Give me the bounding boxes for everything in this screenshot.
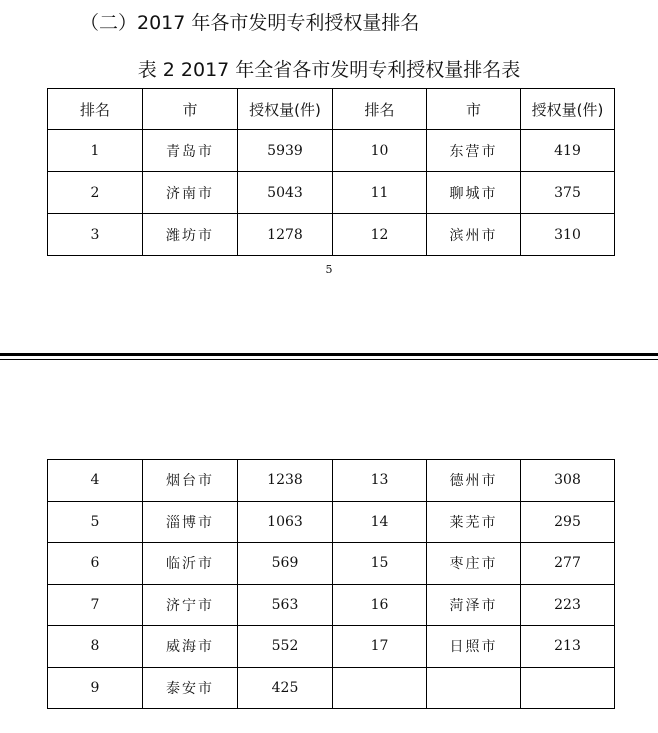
page-break-divider: [0, 353, 658, 360]
city-cell: 滨州市: [427, 214, 521, 256]
page-number: 5: [325, 263, 333, 276]
rank-cell: 1: [48, 130, 143, 172]
table-row: [48, 172, 615, 214]
rank-cell: 13: [333, 460, 427, 502]
count-cell: 563: [238, 584, 333, 626]
table-row: [48, 460, 615, 502]
city-cell: 青岛市: [143, 130, 238, 172]
count-cell: 1278: [238, 214, 333, 256]
column-header: 排名: [48, 89, 143, 130]
rank-cell: 17: [333, 626, 427, 668]
city-cell: 泰安市: [143, 667, 238, 709]
section-heading: （二）2017 年各市发明专利授权量排名: [80, 12, 420, 34]
count-cell: 308: [521, 460, 615, 502]
count-cell: 5043: [238, 172, 333, 214]
city-cell: 东营市: [427, 130, 521, 172]
city-cell: 济南市: [143, 172, 238, 214]
city-cell: 聊城市: [427, 172, 521, 214]
rank-cell: 5: [48, 501, 143, 543]
city-cell: [427, 667, 521, 709]
rank-cell: 8: [48, 626, 143, 668]
column-header: 市: [143, 89, 238, 130]
city-cell: 烟台市: [143, 460, 238, 502]
city-cell: 威海市: [143, 626, 238, 668]
count-cell: 569: [238, 543, 333, 585]
city-cell: 潍坊市: [143, 214, 238, 256]
rank-cell: 12: [333, 214, 427, 256]
city-cell: 枣庄市: [427, 543, 521, 585]
table-row: [48, 667, 615, 709]
table-header-row: [48, 89, 615, 130]
table-row: [48, 130, 615, 172]
table-row: [48, 501, 615, 543]
count-cell: 552: [238, 626, 333, 668]
column-header: 授权量(件): [238, 89, 333, 130]
count-cell: 310: [521, 214, 615, 256]
table-row: [48, 584, 615, 626]
table-row: [48, 543, 615, 585]
city-cell: 临沂市: [143, 543, 238, 585]
column-header: 授权量(件): [521, 89, 615, 130]
rank-cell: 9: [48, 667, 143, 709]
rank-cell: 10: [333, 130, 427, 172]
count-cell: 425: [238, 667, 333, 709]
rank-cell: 16: [333, 584, 427, 626]
column-header: 排名: [333, 89, 427, 130]
rank-cell: 11: [333, 172, 427, 214]
count-cell: 295: [521, 501, 615, 543]
rank-cell: 2: [48, 172, 143, 214]
column-header: 市: [427, 89, 521, 130]
count-cell: 1238: [238, 460, 333, 502]
count-cell: 277: [521, 543, 615, 585]
count-cell: 223: [521, 584, 615, 626]
count-cell: [521, 667, 615, 709]
table-row: [48, 214, 615, 256]
count-cell: 213: [521, 626, 615, 668]
city-cell: 日照市: [427, 626, 521, 668]
city-cell: 德州市: [427, 460, 521, 502]
city-cell: 济宁市: [143, 584, 238, 626]
rank-cell: [333, 667, 427, 709]
city-cell: 莱芜市: [427, 501, 521, 543]
ranking-table-top: [47, 88, 615, 256]
table-row: [48, 626, 615, 668]
rank-cell: 14: [333, 501, 427, 543]
ranking-table-bottom: [47, 459, 615, 709]
rank-cell: 7: [48, 584, 143, 626]
city-cell: 菏泽市: [427, 584, 521, 626]
rank-cell: 6: [48, 543, 143, 585]
count-cell: 419: [521, 130, 615, 172]
table-caption: 表 2 2017 年全省各市发明专利授权量排名表: [137, 59, 521, 81]
count-cell: 5939: [238, 130, 333, 172]
count-cell: 375: [521, 172, 615, 214]
rank-cell: 4: [48, 460, 143, 502]
count-cell: 1063: [238, 501, 333, 543]
rank-cell: 3: [48, 214, 143, 256]
city-cell: 淄博市: [143, 501, 238, 543]
rank-cell: 15: [333, 543, 427, 585]
